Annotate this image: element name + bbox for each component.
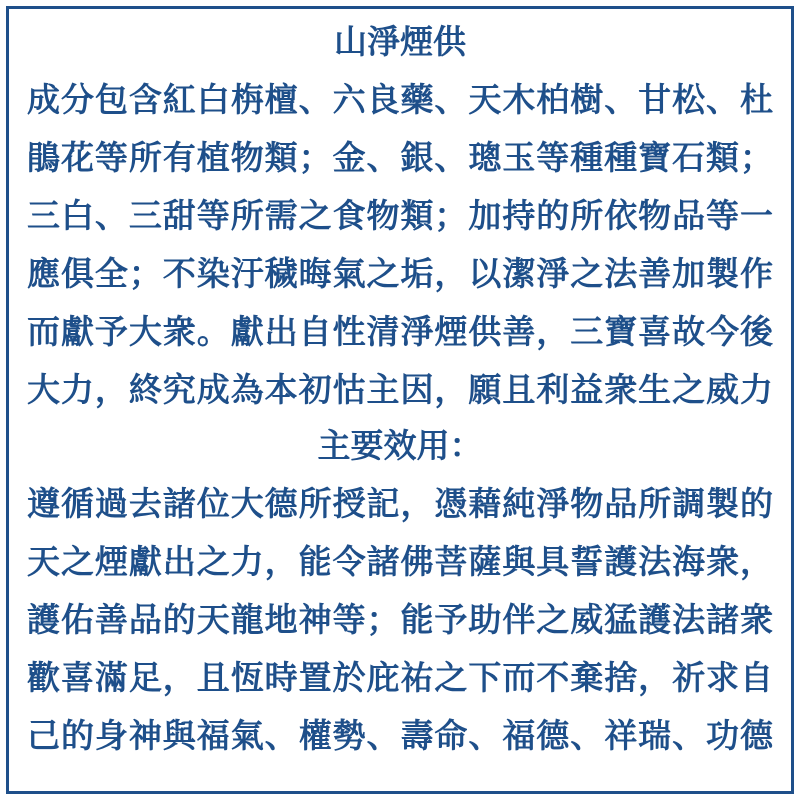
paragraph-line: 護佑善品的天龍地神等；能予助伴之威猛護法諸衆 (27, 600, 773, 639)
paragraph-line: 遵循過去諸位大德所授記，憑藉純淨物品所調製的 (27, 484, 773, 523)
section-title-incense-offering: 山淨煙供 (334, 22, 466, 61)
paragraph-line: 應俱全；不染汙穢晦氣之垢，以潔淨之法善加製作 (27, 254, 773, 293)
paragraph-line: 成分包含紅白栴檀、六良藥、天木柏樹、甘松、杜 (27, 80, 773, 119)
paragraph-line: 鵑花等所有植物類；金、銀、璁玉等種種寶石類； (27, 138, 773, 177)
paragraph-line: 三白、三甜等所需之食物類；加持的所依物品等一 (27, 196, 773, 235)
section-title-main-effects: 主要效用： (317, 426, 483, 465)
paragraph-line: 而獻予大衆。獻出自性清淨煙供善，三寶喜故今後 (27, 312, 773, 351)
paragraph-line: 大力，終究成為本初怙主因，願且利益衆生之威力 (27, 370, 773, 409)
paragraph-line: 己的身神與福氣、權勢、壽命、福德、祥瑞、功德 (27, 716, 773, 755)
paragraph-line: 歡喜滿足，且恆時置於庇祐之下而不棄捨，祈求自 (27, 658, 773, 697)
paragraph-line: 天之煙獻出之力，能令諸佛菩薩與具誓護法海衆， (27, 542, 773, 581)
